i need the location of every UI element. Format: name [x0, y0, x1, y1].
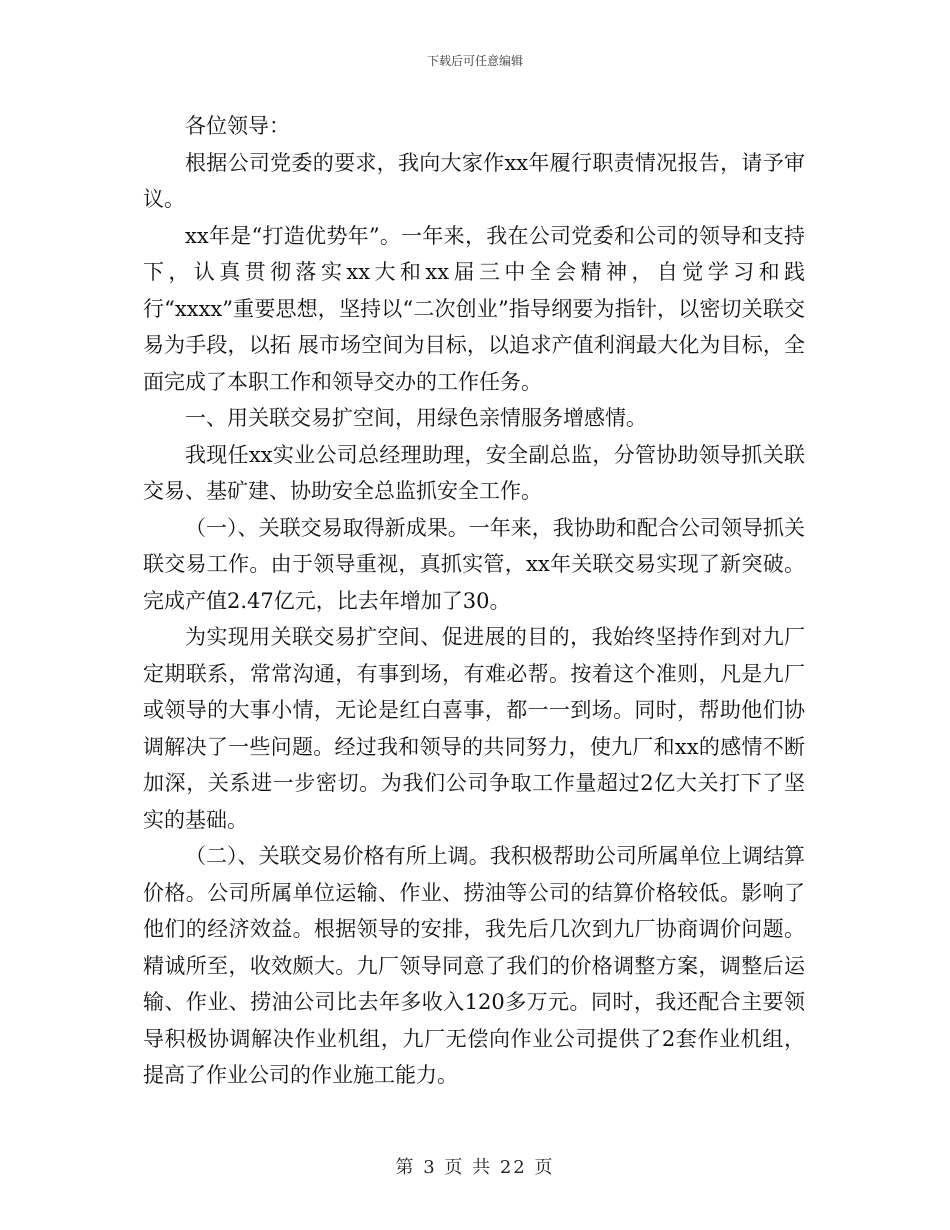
- paragraph-relations: 为实现用关联交易扩空间、促进展的目的，我始终坚持作到对九厂定期联系，常常沟通，有事到场，有难必帮。按着这个准则，凡是九厂或领导的大事小情，无论是红白喜事，都一一到场。同时，帮助他们协调解决了一些问题。经过我和领导的共同努力，使九厂和xx的感情不断加深，关系进一步密切。为我们公司争取工作量超过2亿大关打下了坚实的基础。: [143, 625, 805, 832]
- paragraph-position: 我现任xx实业公司总经理助理，安全副总监，分管协助领导抓关联交易、基矿建、协助安全总监抓安全工作。: [143, 442, 805, 503]
- section-heading-1: 一、用关联交易扩空间，用绿色亲情服务增感情。: [185, 406, 647, 430]
- subsection-1: （一）、关联交易取得新成果。一年来，我协助和配合公司领导抓关联交易工作。由于领导重视，真抓实管，xx年关联交易实现了新突破。完成产值2.47亿元，比去年增加了30。: [143, 515, 805, 613]
- salutation: 各位领导：: [185, 114, 290, 138]
- page-number: 第 3 页 共 22 页: [395, 1157, 555, 1178]
- subsection-2: （二）、关联交易价格有所上调。我积极帮助公司所属单位上调结算价格。公司所属单位运输、作业、捞油等公司的结算价格较低。影响了他们的经济效益。根据领导的安排，我先后几次到九厂协商调价问题。精诚所至，收效颇大。九厂领导同意了我们的价格调整方案，调整后运输、作业、捞油公司比去年多收入120多万元。同时，我还配合主要领导积极协调解决作业机组，九厂无偿向作业公司提供了2套作业机组，提高了作业公司的作业施工能力。: [143, 844, 805, 1087]
- paragraph-overview: xx年是“打造优势年”。一年来，我在公司党委和公司的领导和支持下，认真贯彻落实xx大和xx届三中全会精神，自觉学习和践行“xxxx”重要思想，坚持以“二次创业”指导纲要为指针，以密切关联交易为手段，以拓 展市场空间为目标，以追求产值利润最大化为目标，全面完成了本职工作和领导交办的工作任务。: [143, 223, 805, 394]
- paragraph-intro: 根据公司党委的要求，我向大家作xx年履行职责情况报告，请予审议。: [143, 150, 805, 211]
- document-body: [143, 108, 805, 1094]
- page-header-note: 下载后可任意编辑: [426, 54, 523, 68]
